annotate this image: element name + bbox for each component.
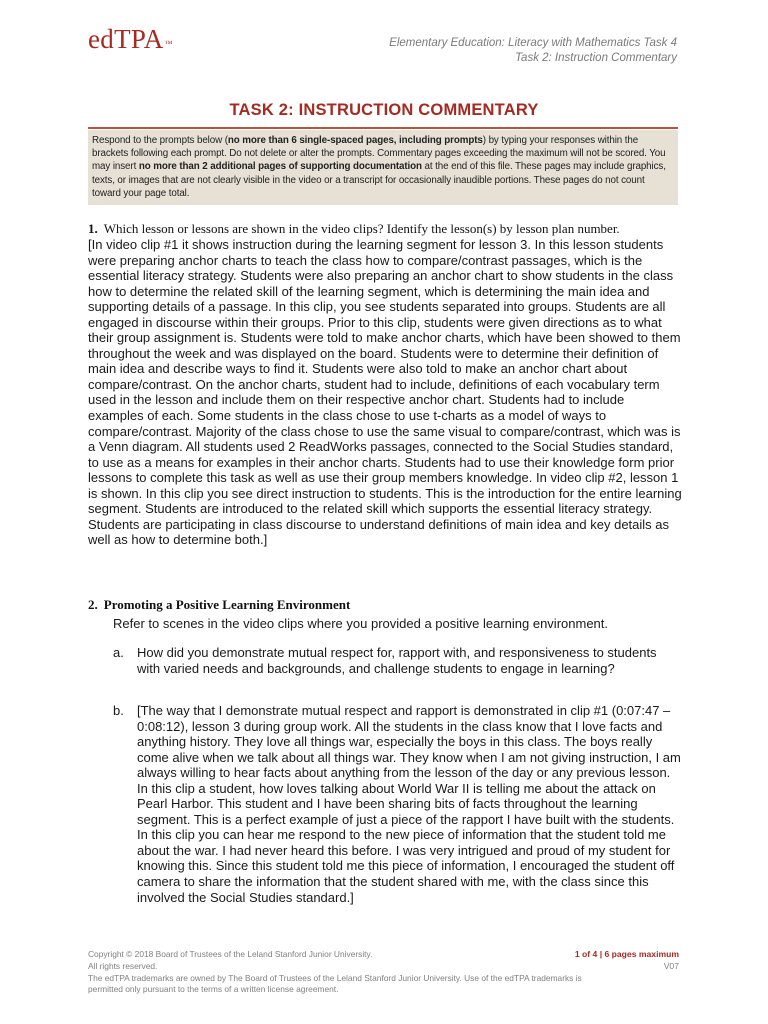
question-2a-prompt: How did you demonstrate mutual respect for, rapport with, and responsiveness to students with varied needs and backgrounds, and challenge students to engage in learning? (137, 645, 657, 676)
question-2-heading: Promoting a Positive Learning Environment (103, 597, 351, 612)
title-divider (88, 127, 678, 129)
question-2b-response[interactable]: [The way that I demonstrate mutual respect and rapport is demonstrated in clip #1 (0:07:47 – 0:08:12), lesson 3 during group work. All the students in the class know that I love facts and anything history. They love all things war, especially the boys in this class. The boys really come alive when we talk about all things war. They know when I am not giving instruction, I am always willing to hear facts about anything from the lesson of the day or any previous lesson. In this clip a student, how loves talking about World War II is telling me about the attack on Pearl Harbor. This student and I have been sharing bits of facts throughout the learning segment. This is a perfect example of just a piece of the rapport I have built with the students. In this clip you can hear me respond to the new piece of information that the student told me about the war. I had never heard this before. I was very intrigued and proud of my student for knowing this. Since this student told me this piece of information, I encouraged the student off camera to share the information that the student shared with me, with the class since this involved the Social Studies standard.] (137, 703, 681, 905)
question-2b-marker: b. (113, 703, 124, 718)
question-2a-marker: a. (113, 645, 124, 660)
instructions-box (88, 130, 678, 205)
question-2a (113, 645, 683, 676)
logo-text: edTPA (88, 24, 164, 54)
question-1-response[interactable]: [In video clip #1 it shows instruction during the learning segment for lesson 3. In this lesson students were preparing anchor charts to teach the class how to compare/contrast passages, which is the essential literacy strategy. Students were also preparing an anchor chart to show students in the class how to determine the related skill of the learning segment, which is determining the main idea and supporting details of a passage. In this clip, you see students separated into groups. Students are all engaged in discourse within their groups. Prior to this clip, students were given directions as to what their group assignment is. Students were told to make anchor charts, which have been showed to them throughout the week and was displayed on the board. Students were to determine their definition of main idea and describe ways to find it. Students were also told to make an anchor chart about compare/contrast. On the anchor charts, student had to include, definitions of each vocabulary term used in the lesson and include them on their respective anchor chart. Students had to include examples of each. Some students in the class chose to use t-charts as a model of ways to compare/contrast. Majority of the class chose to use the same visual to compare/contrast, which was is a Venn diagram. All students used 2 ReadWorks passages, connected to the Social Studies standard, to use as a means for examples in their anchor charts. Students had to use their knowledge form prior lessons to complete this task as well as use their group members knowledge. In video clip #2, lesson 1 is shown. In this clip you see direct instruction to students. This is the introduction for the entire learning segment. Students are introduced to the related skill which supports the essential literacy strategy. Students are participating in class discourse to understand definitions of main idea and key details as well as how to determine both.] (88, 237, 682, 548)
instructions-bold-2: no more than 2 additional pages of supporting documentation (138, 161, 422, 173)
instructions-bold-1: no more than 6 single-spaced pages, including prompts (227, 135, 483, 146)
header-subtitle-line2: Task 2: Instruction Commentary (515, 52, 677, 64)
edtpa-logo (88, 24, 173, 54)
trademark-notice: The edTPA trademarks are owned by The Board of Trustees of the Leland Stanford Junior University. Use of the edTPA trademarks is permitted only pursuant to the terms of a written license agreement. (88, 972, 582, 995)
question-2 (88, 597, 682, 613)
document-header (389, 36, 677, 66)
footer-page-info (575, 949, 679, 973)
question-1-number: 1. (88, 221, 98, 236)
trademark-symbol: ™ (164, 39, 173, 48)
version-label: V07 (663, 960, 679, 971)
page-number: 1 of 4 | 6 pages maximum (574, 949, 679, 959)
question-1 (88, 221, 682, 237)
footer-copyright (88, 949, 588, 996)
copyright-line: Copyright © 2018 Board of Trustees of the Leland Stanford Junior University. (88, 949, 373, 959)
instructions-text-1: Respond to the prompts below ( (92, 135, 228, 146)
question-2-number: 2. (88, 597, 98, 612)
question-1-prompt: Which lesson or lessons are shown in the video clips? Identify the lesson(s) by lesson plan number. (103, 221, 620, 236)
header-subtitle-line1: Elementary Education: Literacy with Mathematics Task 4 (389, 37, 677, 49)
instructions-text-2: ) by typing your responses within the brackets following each prompt. Do not delete or alter the prompts. Commentary pages exceeding the maximum will not be scored. You may insert (92, 135, 666, 173)
question-2b (113, 703, 683, 905)
question-2-intro: Refer to scenes in the video clips where you provided a positive learning environment. (113, 616, 608, 631)
page-title: TASK 2: INSTRUCTION COMMENTARY (229, 101, 539, 119)
instructions-text-3: at the end of this file. These pages may include graphics, texts, or images that are not clearly visible in the video or a transcript for occasionally inaudible portions. These pages do not count toward your page total. (92, 161, 666, 199)
rights-line: All rights reserved. (88, 960, 158, 971)
